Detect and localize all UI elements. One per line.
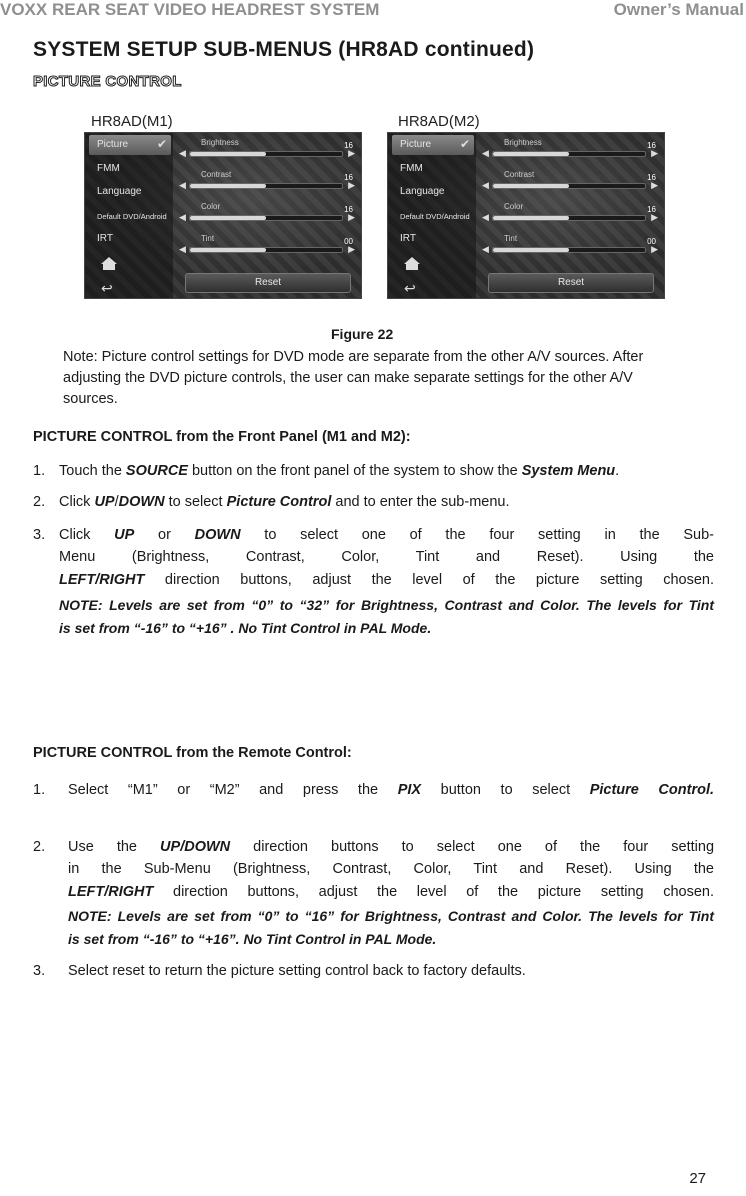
step-text: direction buttons to select one of the four setting (230, 839, 715, 855)
step-text: button to select (421, 782, 590, 798)
home-icon-base (406, 264, 418, 270)
step-emphasis: PIX (397, 782, 422, 798)
reset-button[interactable]: Reset (185, 273, 351, 293)
decrease-arrow-icon[interactable]: ◀ (482, 244, 489, 254)
setting-row-contrast[interactable] (177, 169, 357, 197)
setting-row-brightness[interactable] (480, 137, 660, 165)
front-step-3-line-1 (59, 524, 714, 546)
front-step-3-note-1: NOTE: Levels are set from “0” to “32” for Brightness, Contrast and Color. The levels for Tint (59, 597, 714, 613)
step-text: direction buttons, adjust the level of the picture setting chosen. (144, 572, 714, 588)
menu-item-irt[interactable]: IRT (97, 233, 113, 244)
increase-arrow-icon[interactable]: ▶ (348, 148, 355, 158)
setting-row-tint[interactable] (480, 233, 660, 261)
level-slider[interactable] (189, 247, 343, 253)
front-step-3-line-2: Menu (Brightness, Contrast, Color, Tint and Reset). Using the (59, 549, 714, 565)
page-title: SYSTEM SETUP SUB-MENUS (HR8AD continued) (33, 38, 535, 61)
step-emphasis: Picture Control (226, 494, 332, 510)
step-text: Use the (68, 839, 161, 855)
level-slider[interactable] (492, 151, 646, 157)
panel-label-m1: HR8AD(M1) (91, 113, 173, 130)
panel-label-m2: HR8AD(M2) (398, 113, 480, 130)
setting-value: 16 (344, 173, 353, 182)
increase-arrow-icon[interactable]: ▶ (348, 212, 355, 222)
level-fill (493, 248, 569, 252)
menu-item-language[interactable]: Language (400, 186, 445, 197)
setting-label: Contrast (504, 170, 535, 179)
step-text: Click (59, 527, 115, 543)
back-icon[interactable]: ↩ (101, 280, 113, 296)
step-text: or (134, 527, 195, 543)
menu-item-default-dvd-android[interactable]: Default DVD/Android (400, 212, 470, 221)
level-fill (190, 216, 266, 220)
step-emphasis: / (95, 572, 100, 588)
remote-step-2-note-2: is set from “-16” to “+16”. No Tint Control in PAL Mode. (68, 931, 437, 947)
step-emphasis: DOWN (184, 839, 231, 855)
setting-row-color[interactable] (480, 201, 660, 229)
step-emphasis: DOWN (194, 527, 241, 543)
screenshot-m1 (84, 132, 362, 299)
remote-step-2-line-2: in the Sub-Menu (Brightness, Contrast, Color, Tint and Reset). Using the (68, 861, 714, 877)
step-emphasis: UP (94, 494, 115, 510)
level-fill (493, 216, 569, 220)
increase-arrow-icon[interactable]: ▶ (651, 180, 658, 190)
level-slider[interactable] (189, 151, 343, 157)
step-emphasis: System Menu (521, 463, 616, 479)
level-fill (493, 184, 569, 188)
setting-value: 16 (647, 141, 656, 150)
home-icon[interactable] (404, 257, 420, 264)
check-icon: ✔ (460, 137, 471, 151)
setting-label: Contrast (201, 170, 232, 179)
running-header-title: VOXX REAR SEAT VIDEO HEADREST SYSTEM (0, 0, 380, 19)
remote-heading: PICTURE CONTROL from the Remote Control: (33, 745, 352, 761)
setting-value: 00 (647, 237, 656, 246)
step-emphasis: RIGHT (99, 572, 145, 588)
decrease-arrow-icon[interactable]: ◀ (179, 180, 186, 190)
decrease-arrow-icon[interactable]: ◀ (482, 212, 489, 222)
decrease-arrow-icon[interactable]: ◀ (179, 148, 186, 158)
step-text: and to enter the sub-menu. (331, 494, 510, 510)
setting-label: Brightness (201, 138, 239, 147)
step-text: to select (164, 494, 227, 510)
step-text: Select “M1” or “M2” and press the (68, 782, 398, 798)
reset-button[interactable]: Reset (488, 273, 654, 293)
setting-value: 00 (344, 237, 353, 246)
setting-label: Tint (504, 234, 518, 243)
decrease-arrow-icon[interactable]: ◀ (482, 148, 489, 158)
front-step-3-note-2: is set from “-16” to “+16” . No Tint Control in PAL Mode. (59, 620, 432, 636)
page-number: 27 (689, 1170, 706, 1187)
front-step-1 (59, 460, 719, 482)
step-emphasis: Picture Control. (589, 782, 714, 798)
front-step-2 (59, 491, 719, 513)
home-icon[interactable] (101, 257, 117, 264)
settings-menu (388, 133, 476, 298)
step-text: button on the front panel of the system to show the (187, 463, 522, 479)
setting-row-color[interactable] (177, 201, 357, 229)
step-emphasis: SOURCE (125, 463, 188, 479)
remote-step-3: Select reset to return the picture setting control back to factory defaults. (68, 963, 526, 979)
step-text: . (615, 463, 620, 479)
setting-value: 16 (344, 205, 353, 214)
level-slider[interactable] (189, 183, 343, 189)
step-emphasis: / (180, 839, 185, 855)
remote-step-2-line-3 (68, 881, 714, 903)
step-number: 3. (33, 963, 46, 979)
step-text: to select one of the four setting in the Sub- (240, 527, 714, 543)
step-emphasis: LEFT (59, 572, 96, 588)
remote-step-2-line-1 (68, 836, 714, 858)
decrease-arrow-icon[interactable]: ◀ (179, 212, 186, 222)
setting-value: 16 (647, 173, 656, 182)
settings-menu (85, 133, 173, 298)
menu-item-picture[interactable]: Picture (400, 139, 432, 150)
level-slider[interactable] (492, 247, 646, 253)
step-emphasis: DOWN (118, 494, 165, 510)
setting-row-brightness[interactable] (177, 137, 357, 165)
decrease-arrow-icon[interactable]: ◀ (179, 244, 186, 254)
step-emphasis: UP (160, 839, 181, 855)
step-text: / (114, 494, 119, 510)
increase-arrow-icon[interactable]: ▶ (651, 212, 658, 222)
increase-arrow-icon[interactable]: ▶ (348, 244, 355, 254)
setting-label: Color (201, 202, 221, 211)
increase-arrow-icon[interactable]: ▶ (651, 148, 658, 158)
setting-label: Tint (201, 234, 215, 243)
step-text: Touch the (59, 463, 126, 479)
front-panel-heading: PICTURE CONTROL from the Front Panel (M1 and M2): (33, 429, 411, 445)
running-header-manual: Owner’s Manual (613, 0, 744, 19)
decrease-arrow-icon[interactable]: ◀ (482, 180, 489, 190)
setting-row-contrast[interactable] (480, 169, 660, 197)
remote-step-2-note-1: NOTE: Levels are set from “0” to “16” for Brightness, Contrast and Color. The levels for Tint (68, 908, 714, 924)
setting-value: 16 (647, 205, 656, 214)
step-number: 1. (33, 782, 46, 798)
level-slider[interactable] (189, 215, 343, 221)
increase-arrow-icon[interactable]: ▶ (348, 180, 355, 190)
setting-label: Brightness (504, 138, 542, 147)
menu-item-fmm[interactable]: FMM (400, 163, 423, 174)
menu-item-fmm[interactable]: FMM (97, 163, 120, 174)
level-slider[interactable] (492, 183, 646, 189)
check-icon: ✔ (157, 137, 168, 151)
setting-row-tint[interactable] (177, 233, 357, 261)
step-number: 1. (33, 463, 46, 479)
level-fill (190, 248, 266, 252)
figure-note: Note: Picture control settings for DVD mode are separate from the other A/V sources. After adjusting the DVD picture controls, the user can make separate settings for the other A/V sources. (63, 349, 644, 407)
remote-step-1 (68, 779, 714, 801)
step-text: Click (59, 494, 95, 510)
menu-item-language[interactable]: Language (97, 186, 142, 197)
screenshot-m2 (387, 132, 665, 299)
level-fill (190, 152, 266, 156)
setting-value: 16 (344, 141, 353, 150)
level-fill (190, 184, 266, 188)
level-fill (493, 152, 569, 156)
home-icon-base (103, 264, 115, 270)
front-step-3-line-3 (59, 569, 714, 591)
increase-arrow-icon[interactable]: ▶ (651, 244, 658, 254)
level-slider[interactable] (492, 215, 646, 221)
menu-item-default-dvd-android[interactable]: Default DVD/Android (97, 212, 167, 221)
figure-caption: Figure 22 (331, 326, 394, 342)
step-emphasis: LEFT/RIGHT (68, 884, 154, 900)
step-text: direction buttons, adjust the level of the picture setting chosen. (153, 884, 714, 900)
step-number: 3. (33, 527, 46, 543)
step-emphasis: UP (114, 527, 135, 543)
step-number: 2. (33, 494, 46, 510)
back-icon[interactable]: ↩ (404, 280, 416, 296)
step-number: 2. (33, 839, 46, 855)
setting-label: Color (504, 202, 524, 211)
menu-item-picture[interactable]: Picture (97, 139, 129, 150)
menu-item-irt[interactable]: IRT (400, 233, 416, 244)
section-subhead: PICTURE CONTROL (33, 73, 182, 90)
